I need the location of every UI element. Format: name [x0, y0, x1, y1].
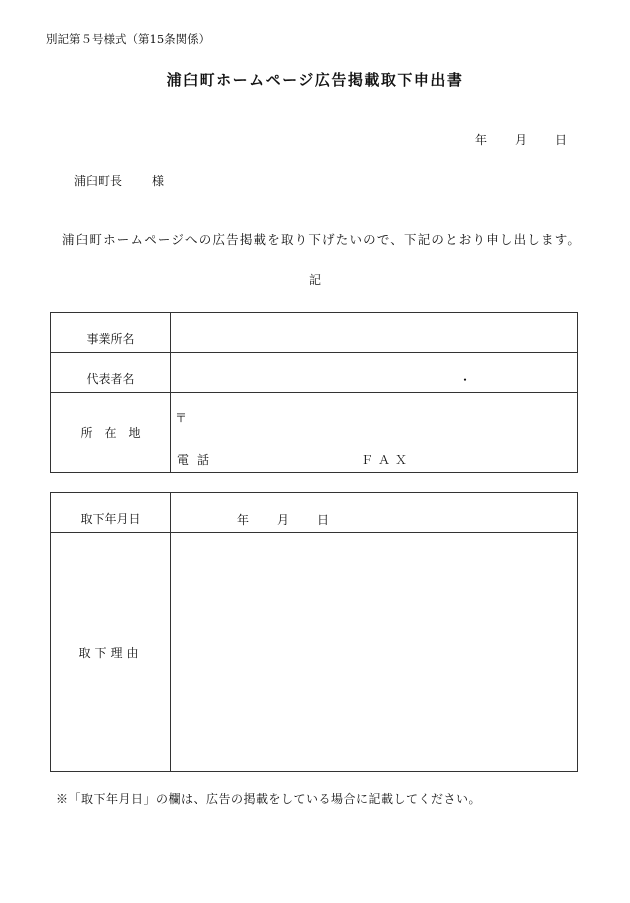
- office-name-label-cell: [51, 313, 171, 353]
- office-name-label: 事業所名: [86, 332, 135, 346]
- withdrawal-date-value: [237, 511, 329, 528]
- footnote: ※「取下年月日」の欄は、広告の掲載をしている場合に記載してください。: [56, 792, 482, 806]
- addressee-honorific: 様: [152, 174, 165, 188]
- postal-mark: 〒: [175, 411, 188, 425]
- form-number: 別記第５号様式（第15条関係）: [46, 32, 211, 46]
- withdrawal-year-label: 年: [237, 513, 250, 527]
- intro-text: 浦臼町ホームページへの広告掲載を取り下げたいので、下記のとおり申し出します。: [62, 232, 582, 247]
- withdrawal-month-label: 月: [277, 513, 290, 527]
- office-name-field[interactable]: [171, 313, 578, 353]
- withdrawal-reason-label-cell: [51, 533, 171, 772]
- address-field[interactable]: [171, 393, 578, 473]
- date-year-label: 年: [475, 133, 488, 147]
- withdrawal-date-label: 取下年月日: [80, 512, 141, 526]
- date-month-label: 月: [515, 133, 528, 147]
- withdrawal-reason-label: 取下理由: [78, 645, 143, 660]
- representative-label: 代表者名: [86, 372, 135, 386]
- withdrawal-reason-field[interactable]: [171, 533, 578, 772]
- withdrawal-table: [50, 492, 578, 772]
- date-day-label: 日: [555, 133, 568, 147]
- addressee-name: 浦臼町長: [74, 174, 123, 188]
- representative-field[interactable]: [171, 353, 578, 393]
- applicant-table: [50, 312, 578, 473]
- addressee: [74, 172, 164, 189]
- address-label: 所 在 地: [80, 426, 141, 440]
- tel-label: 電話: [177, 453, 218, 467]
- application-date: [475, 131, 567, 148]
- representative-mark: ・: [459, 373, 472, 387]
- withdrawal-day-label: 日: [317, 513, 330, 527]
- page-title: 浦臼町ホームページ広告掲載取下申出書: [166, 71, 464, 89]
- representative-label-cell: [51, 353, 171, 393]
- fax-label: ＦＡＸ: [361, 453, 413, 467]
- address-label-cell: [51, 393, 171, 473]
- withdrawal-date-label-cell: [51, 493, 171, 533]
- withdrawal-date-field[interactable]: [171, 493, 578, 533]
- ki-heading: 記: [308, 273, 321, 287]
